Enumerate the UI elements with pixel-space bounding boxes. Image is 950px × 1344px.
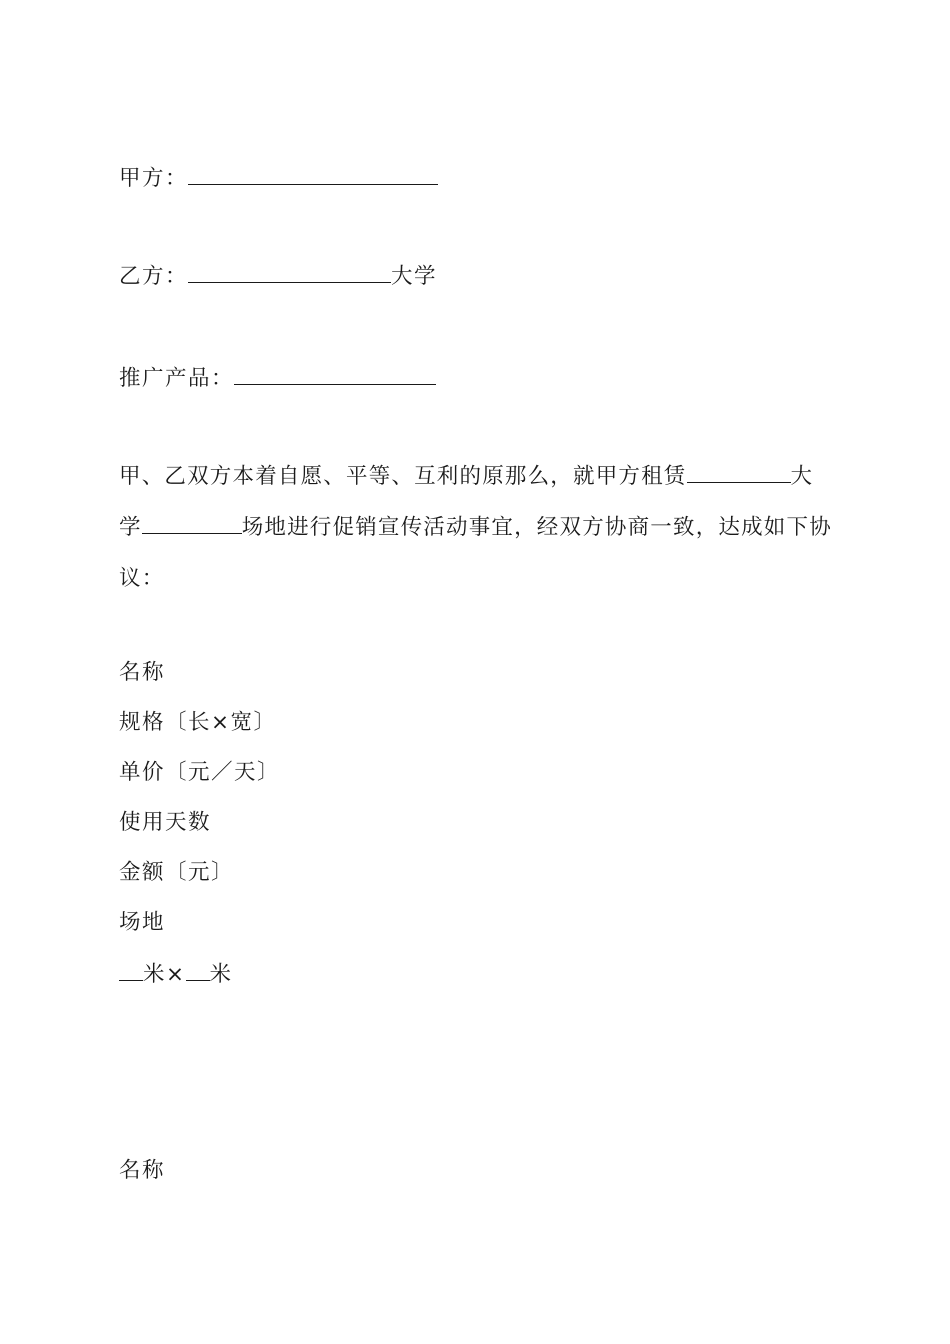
product-label: 推广产品： bbox=[119, 366, 235, 391]
party-b-label: 乙方： bbox=[119, 264, 189, 289]
party-a-blank bbox=[188, 166, 438, 185]
table-header-days: 使用天数 bbox=[119, 810, 212, 835]
table-row-venue-name: 场地 bbox=[119, 910, 166, 935]
spec-unit-width: 米 bbox=[209, 962, 233, 987]
party-b-line bbox=[119, 264, 437, 288]
party-b-suffix: 大学 bbox=[391, 264, 438, 289]
venue-blank bbox=[142, 515, 242, 534]
length-blank bbox=[119, 962, 143, 981]
party-a-label: 甲方： bbox=[119, 166, 189, 191]
table-row-venue-spec bbox=[119, 962, 233, 986]
preamble-part3: 场地进行促销宣传活动事宜，经双方协商一致，达成如下协议： bbox=[119, 515, 832, 591]
product-blank bbox=[234, 366, 436, 385]
table-header-spec: 规格〔长×宽〕 bbox=[119, 710, 277, 735]
university-blank bbox=[687, 464, 791, 483]
product-line bbox=[119, 366, 436, 390]
table-header-name: 名称 bbox=[119, 660, 166, 685]
preamble-part2: 大学 bbox=[119, 464, 814, 540]
party-b-blank bbox=[188, 264, 391, 283]
party-a-line bbox=[119, 166, 438, 190]
preamble-part1: 甲、乙双方本着自愿、平等、互利的原那么，就甲方租赁 bbox=[119, 464, 687, 489]
table-footer-name: 名称 bbox=[119, 1158, 166, 1183]
spec-unit-length: 米× bbox=[143, 962, 186, 987]
preamble-paragraph bbox=[119, 451, 834, 604]
width-blank bbox=[186, 962, 210, 981]
table-header-amount: 金额〔元〕 bbox=[119, 860, 235, 885]
table-header-unit-price: 单价〔元／天〕 bbox=[119, 760, 281, 785]
